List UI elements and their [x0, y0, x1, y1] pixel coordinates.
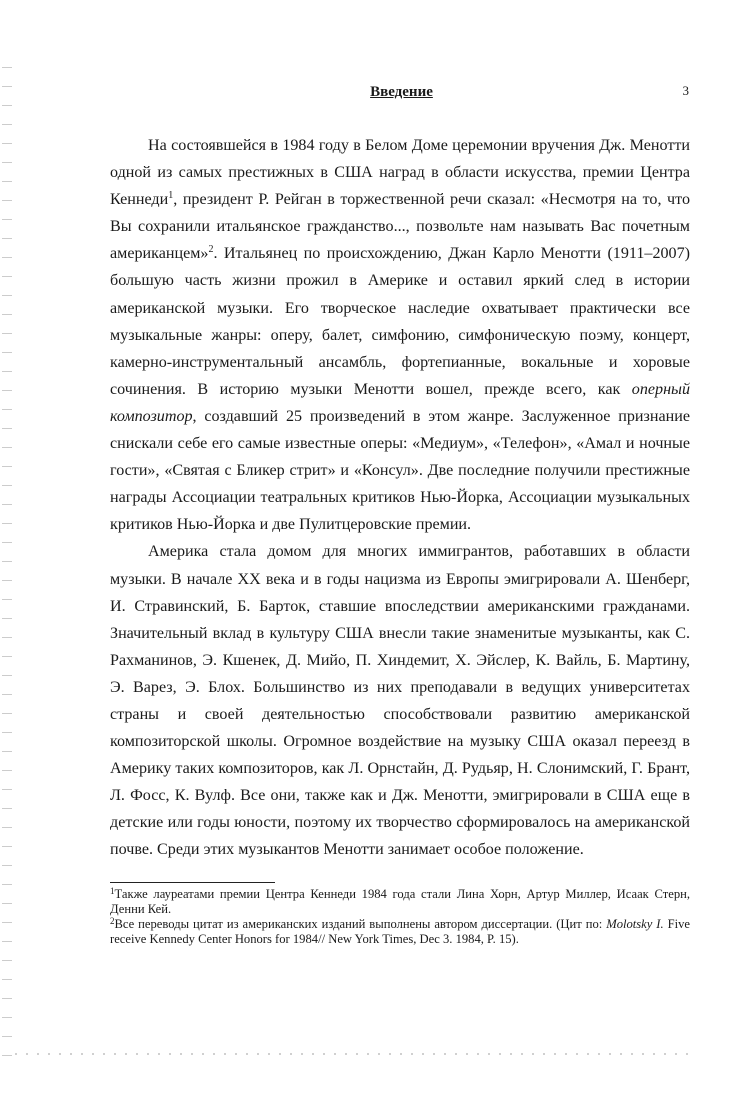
text-run: Five receive Kennedy Center Honors for 1984// New York Times, Dec 3. 1984, P. 15).	[110, 917, 690, 946]
emphasis-text: оперный композитор	[110, 380, 690, 425]
text-run: . Итальянец по происхождению, Джан Карло Менотти (1911–2007) большую часть жизни прожил в Америке и оставил яркий след в истории американской музыки. Его творческое наследие охватывает практически все музыкальные жанры: оперу, балет, симфонию, симфоническую поэму, концерт, камерно-инструментальный ансамбль, фортепианные, вокальные и хоровые сочинения. В историю музыки Менотти вошел, прежде всего, как	[110, 245, 690, 398]
footnote	[110, 917, 690, 947]
footnote-marker: 1	[110, 886, 115, 896]
scan-bottom-artifact	[15, 1053, 695, 1055]
footnote-marker: 2	[208, 244, 214, 256]
page-number: 3	[682, 83, 689, 98]
text-run: Америка стала домом для многих иммигрантов, работавших в области музыки. В начале XX века и в годы нацизма из Европы эмигрировали А. Шенберг, И. Стравинский, Б. Барток, ставшие впоследствии американскими гражданами. Значительный вклад в культуру США внесли такие знаменитые музыканты, как С. Рахманинов, Э. Кшенек, Д. Мийо, П. Хиндемит, Х. Эйслер, К. Вайль, Б. Мартину, Э. Варез, Э. Блох. Большинство из них преподавали в ведущих университетах страны и своей деятельностью способствовали развитию американской композиторской школы. Огромное воздействие на музыку США оказал переезд в Америку таких композиторов, как Л. Орнстайн, Д. Рудьяр, Н. Слонимский, Г. Брант, Л. Фосс, К. Вулф. Все они, также как и Дж. Менотти, эмигрировали в США еще в детские или годы юности, поэтому их творчество сформировалось на американской почве. Среди этих музыкантов Менотти занимает особое положение.	[110, 543, 690, 859]
section-title: Введение	[370, 84, 433, 100]
scan-edge-artifact	[2, 60, 12, 1060]
footnote-divider	[110, 882, 275, 883]
emphasis-text: Molotsky I.	[606, 917, 664, 931]
text-run: Также лауреатами премии Центра Кеннеди 1984 года стали Лина Хорн, Артур Миллер, Исаак Стерн, Денни Кей.	[110, 887, 690, 916]
footnotes	[110, 887, 690, 947]
paragraph	[110, 538, 690, 863]
text-run: На состоявшейся в 1984 году в Белом Доме церемонии вручения Дж. Менотти одной из самых престижных в США наград в области искусства, премии Центра Кеннеди	[110, 137, 690, 209]
footnote	[110, 887, 690, 917]
text-run: , создавший 25 произведений в этом жанре. Заслуженное признание снискали себе его самые известные оперы: «Медиум», «Телефон», «Амал и ночные гости», «Святая с Бликер стрит» и «Консул». Две последние получили престижные награды Ассоциации театральных критиков Нью-Йорка, Ассоциации музыкальных критиков Нью-Йорка и две Пулитцеровские премии.	[110, 407, 690, 534]
footnote-marker: 2	[110, 916, 115, 926]
text-run: Все переводы цитат из американских изданий выполнены автором диссертации. (Цит по:	[114, 917, 607, 931]
footnote-marker: 1	[168, 190, 174, 202]
body-text	[110, 132, 690, 864]
text-run: , президент Р. Рейган в торжественной речи сказал: «Несмотря на то, что Вы сохранили итальянское гражданство..., позвольте нам называть Вас почетным американцем»	[110, 191, 690, 263]
paragraph	[110, 132, 690, 538]
